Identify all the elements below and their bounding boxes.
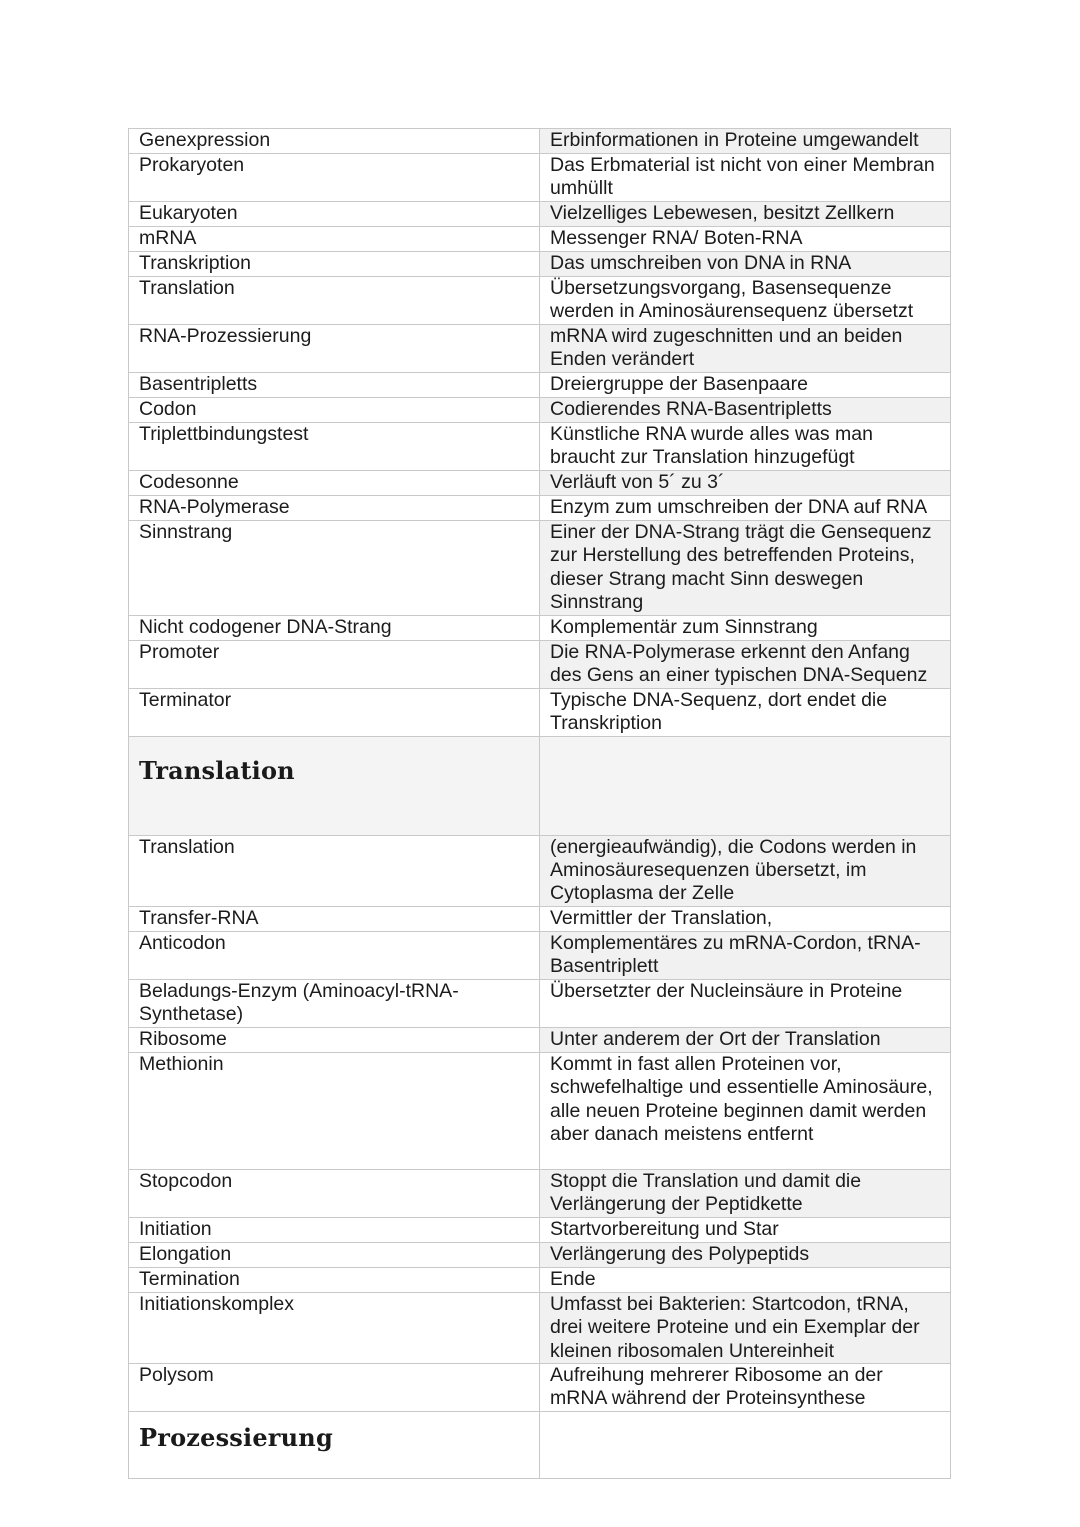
table-row [129,373,951,398]
empty-cell [540,736,951,835]
definition-cell: Übersetzungsvorgang, Basensequenze werden in Aminosäurensequenz übersetzt [540,277,951,325]
term-cell: RNA-Polymerase [129,496,540,521]
term-cell: Initiation [129,1217,540,1242]
definition-cell: Codierendes RNA-Basentripletts [540,398,951,423]
translation-heading-cell [129,736,540,835]
table-row [129,325,951,373]
term-cell: Codon [129,398,540,423]
table-row [129,496,951,521]
term-cell: Ribosome [129,1027,540,1052]
term-cell: Nicht codogener DNA-Strang [129,615,540,640]
definition-cell: Stoppt die Translation und damit die Verlängerung der Peptidkette [540,1169,951,1217]
term-cell: Elongation [129,1242,540,1267]
glossary-body [129,129,951,1479]
table-row [129,202,951,227]
term-cell: Termination [129,1267,540,1292]
definition-cell: Die RNA-Polymerase erkennt den Anfang des Gens an einer typischen DNA-Sequenz [540,640,951,688]
definition-cell: Unter anderem der Ort der Translation [540,1027,951,1052]
definition-cell: Startvorbereitung und Star [540,1217,951,1242]
definition-cell: Dreiergruppe der Basenpaare [540,373,951,398]
table-row [129,277,951,325]
prozessierung-heading-row [129,1412,951,1479]
term-cell: RNA-Prozessierung [129,325,540,373]
term-cell: Sinnstrang [129,521,540,616]
definition-cell: Vermittler der Translation, [540,906,951,931]
definition-cell: Komplementär zum Sinnstrang [540,615,951,640]
definition-cell: Vielzelliges Lebewesen, besitzt Zellkern [540,202,951,227]
table-row [129,1169,951,1217]
definition-cell: Typische DNA-Sequenz, dort endet die Transkription [540,688,951,736]
table-row [129,521,951,616]
table-row [129,906,951,931]
prozessierung-heading-cell [129,1412,540,1479]
definition-cell: Aufreihung mehrerer Ribosome an der mRNA während der Proteinsynthese [540,1364,951,1412]
definition-cell: Das Erbmaterial ist nicht von einer Membran umhüllt [540,154,951,202]
term-cell: Methionin [129,1052,540,1169]
term-cell: Transfer-RNA [129,906,540,931]
table-row [129,1052,951,1169]
table-row [129,398,951,423]
table-row [129,688,951,736]
term-cell: Translation [129,835,540,906]
table-row [129,252,951,277]
definition-cell: mRNA wird zugeschnitten und an beiden Enden verändert [540,325,951,373]
table-row [129,835,951,906]
definition-cell: Das umschreiben von DNA in RNA [540,252,951,277]
definition-cell: Umfasst bei Bakterien: Startcodon, tRNA, drei weitere Proteine und ein Exemplar der kleinen ribosomalen Untereinheit [540,1292,951,1363]
table-row [129,615,951,640]
translation-heading: Translation [139,755,295,785]
table-row [129,640,951,688]
table-row [129,423,951,471]
table-row [129,1242,951,1267]
table-row [129,227,951,252]
definition-cell: Komplementäres zu mRNA-Cordon, tRNA-Basentriplett [540,931,951,979]
term-cell: Initiationskomplex [129,1292,540,1363]
term-cell: Transkription [129,252,540,277]
term-cell: Prokaryoten [129,154,540,202]
term-cell: Stopcodon [129,1169,540,1217]
table-row [129,1027,951,1052]
term-cell: Genexpression [129,129,540,154]
definition-cell: Enzym zum umschreiben der DNA auf RNA [540,496,951,521]
table-row [129,979,951,1027]
term-cell: Translation [129,277,540,325]
term-cell: Polysom [129,1364,540,1412]
definition-cell: Einer der DNA-Strang trägt die Gensequenz zur Herstellung des betreffenden Proteins, dieser Strang macht Sinn deswegen Sinnstrang [540,521,951,616]
definition-cell: Messenger RNA/ Boten-RNA [540,227,951,252]
table-row [129,1364,951,1412]
empty-cell [540,1412,951,1479]
term-cell: Triplettbindungstest [129,423,540,471]
table-row [129,129,951,154]
definition-cell: Verläuft von 5´ zu 3´ [540,471,951,496]
definition-cell: Künstliche RNA wurde alles was man braucht zur Translation hinzugefügt [540,423,951,471]
table-row [129,471,951,496]
term-cell: Eukaryoten [129,202,540,227]
table-row [129,1267,951,1292]
definition-cell: (energieaufwändig), die Codons werden in Aminosäuresequenzen übersetzt, im Cytoplasma der Zelle [540,835,951,906]
term-cell: Beladungs-Enzym (Aminoacyl-tRNA-Synthetase) [129,979,540,1027]
table-row [129,1217,951,1242]
prozessierung-heading: Prozessierung [139,1423,333,1453]
definition-cell: Kommt in fast allen Proteinen vor, schwefelhaltige und essentielle Aminosäure, alle neuen Proteine beginnen damit werden aber danach meistens entfernt [540,1052,951,1169]
term-cell: Basentripletts [129,373,540,398]
term-cell: mRNA [129,227,540,252]
translation-heading-row [129,736,951,835]
definition-cell: Verlängerung des Polypeptids [540,1242,951,1267]
term-cell: Promoter [129,640,540,688]
term-cell: Codesonne [129,471,540,496]
glossary-table [128,128,951,1479]
table-row [129,931,951,979]
term-cell: Anticodon [129,931,540,979]
term-cell: Terminator [129,688,540,736]
table-row [129,1292,951,1363]
definition-cell: Erbinformationen in Proteine umgewandelt [540,129,951,154]
definition-cell: Ende [540,1267,951,1292]
definition-cell: Übersetzter der Nucleinsäure in Proteine [540,979,951,1027]
table-row [129,154,951,202]
